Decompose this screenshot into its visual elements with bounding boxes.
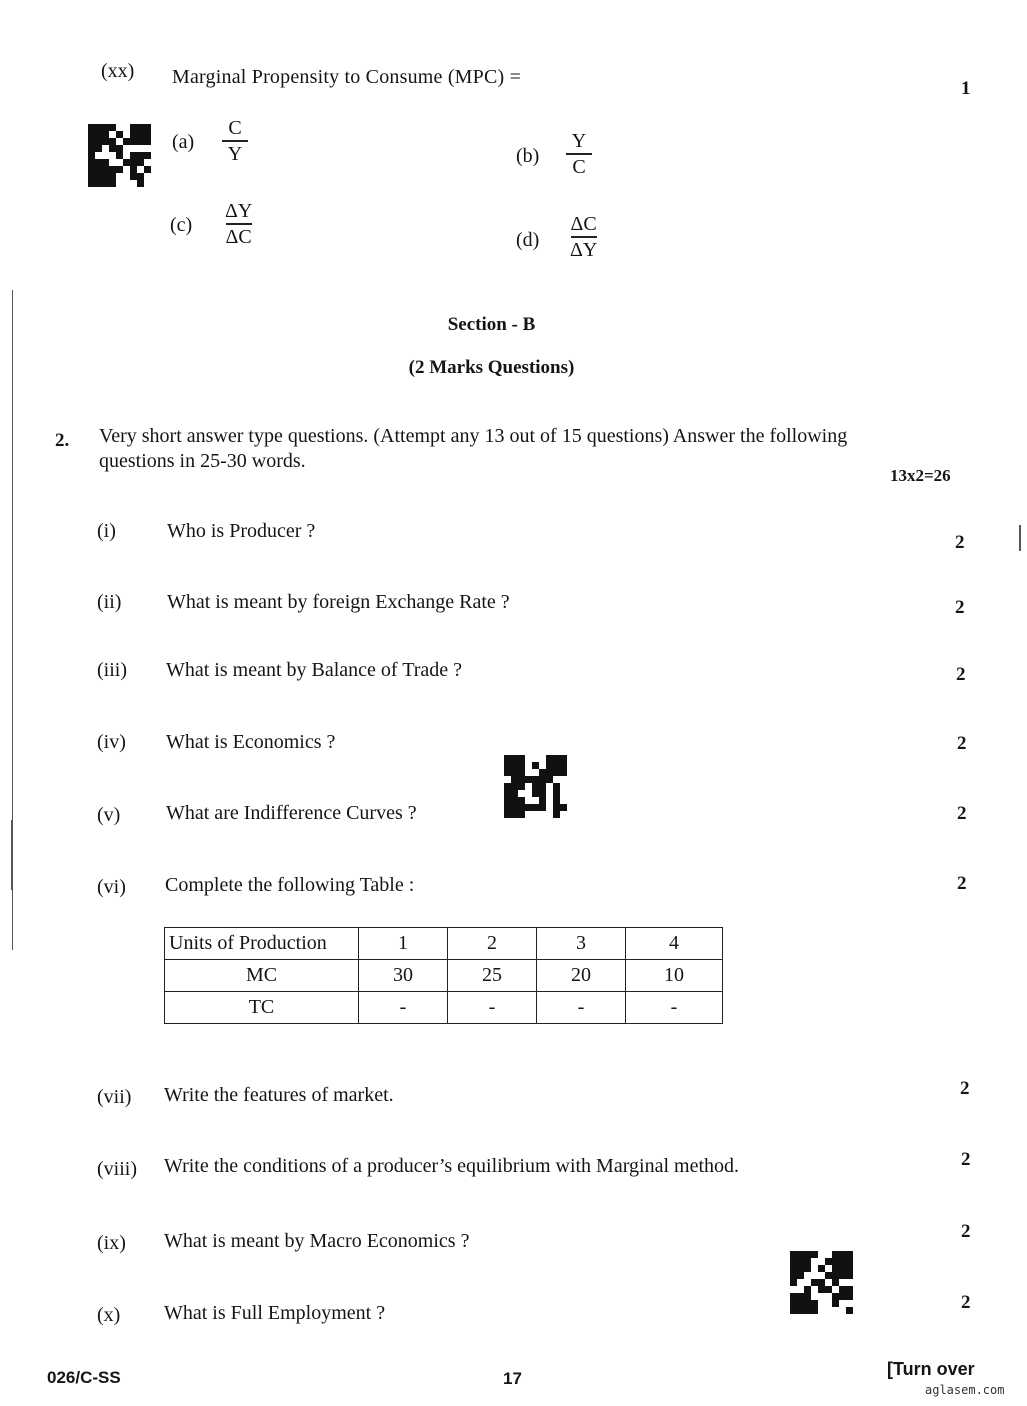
item-text: What is meant by Balance of Trade ? [166,659,463,681]
table-row [165,960,723,992]
scan-margin-line [11,820,13,890]
item-number: (iv) [97,731,126,753]
fraction-bar [571,236,597,238]
option-label: (d) [516,229,540,251]
table-cell: 3 [537,928,626,960]
fraction-option-b [566,130,592,178]
numerator: ΔY [225,200,253,222]
numerator: ΔC [570,213,597,235]
fraction-bar [566,153,592,155]
section-subtitle: (2 Marks Questions) [408,357,575,378]
instructions-line-2: questions in 25-30 words. [99,450,306,472]
denominator: ΔY [570,238,598,261]
watermark: aglasem.com [925,1383,1005,1397]
table-cell: MC [165,960,359,992]
marks: 2 [961,1221,971,1242]
table-cell: 30 [359,960,448,992]
item-text: What is Full Employment ? [164,1302,386,1324]
item-number: (vii) [97,1086,132,1108]
denominator: Y [227,142,243,165]
item-number: (vi) [97,876,126,898]
item-number: (ix) [97,1232,126,1254]
cost-table [164,927,723,1024]
table-cell: 2 [448,928,537,960]
table-row [165,992,723,1024]
table-cell: 1 [359,928,448,960]
table-cell: TC [165,992,359,1024]
numerator: C [228,117,242,139]
marks: 2 [955,532,965,553]
item-text: What are Indifference Curves ? [166,802,417,824]
marks: 2 [957,733,967,754]
marks-total: 13x2=26 [890,466,951,485]
qr-code-icon [88,124,151,187]
fraction-option-a [222,117,248,165]
item-text: What is meant by Macro Economics ? [164,1230,470,1252]
item-text: What is meant by foreign Exchange Rate ? [167,591,510,613]
marks: 2 [960,1078,970,1099]
page-number: 17 [503,1369,522,1388]
item-text: Complete the following Table : [165,874,415,896]
denominator: C [572,155,586,178]
section-title: Section - B [447,314,536,335]
item-text: Write the conditions of a producer’s equilibrium with Marginal method. [164,1155,739,1177]
denominator: ΔC [225,225,252,248]
scan-margin-line [1019,525,1021,551]
numerator: Y [571,130,587,152]
item-text: What is Economics ? [166,731,336,753]
marks: 2 [961,1292,971,1313]
table-cell: 10 [626,960,723,992]
table-cell: 4 [626,928,723,960]
item-text: Who is Producer ? [167,520,316,542]
fraction-option-c [225,200,252,248]
fraction-bar [222,140,248,142]
question-text: Marginal Propensity to Consume (MPC) = [172,66,522,88]
fraction-option-d [570,213,597,261]
table-cell: - [359,992,448,1024]
question-number: 2. [55,430,70,451]
question-number: (xx) [101,60,135,82]
marks: 2 [957,873,967,894]
item-number: (ii) [97,591,122,613]
qr-code-icon [504,755,567,818]
item-number: (x) [97,1304,121,1326]
instructions-line-1: Very short answer type questions. (Attempt any 13 out of 15 questions) Answer the following [99,425,848,447]
item-number: (iii) [97,659,127,681]
item-number: (i) [97,520,116,542]
paper-code: 026/C-SS [47,1368,121,1387]
marks: 2 [957,803,967,824]
table-cell: - [626,992,723,1024]
fraction-bar [226,223,252,225]
marks: 1 [961,78,971,99]
marks: 2 [955,597,965,618]
table-cell: - [448,992,537,1024]
table-cell: 25 [448,960,537,992]
table-cell: - [537,992,626,1024]
item-number: (viii) [97,1158,137,1180]
table-row [165,928,723,960]
table-cell: 20 [537,960,626,992]
option-label: (c) [170,214,193,236]
marks: 2 [961,1149,971,1170]
qr-code-icon [790,1251,853,1314]
option-label: (a) [172,131,195,153]
table-cell: Units of Production [165,928,359,960]
turn-over: [Turn over [887,1359,975,1379]
item-number: (v) [97,804,121,826]
option-label: (b) [516,145,540,167]
marks: 2 [956,664,966,685]
item-text: Write the features of market. [164,1084,394,1106]
